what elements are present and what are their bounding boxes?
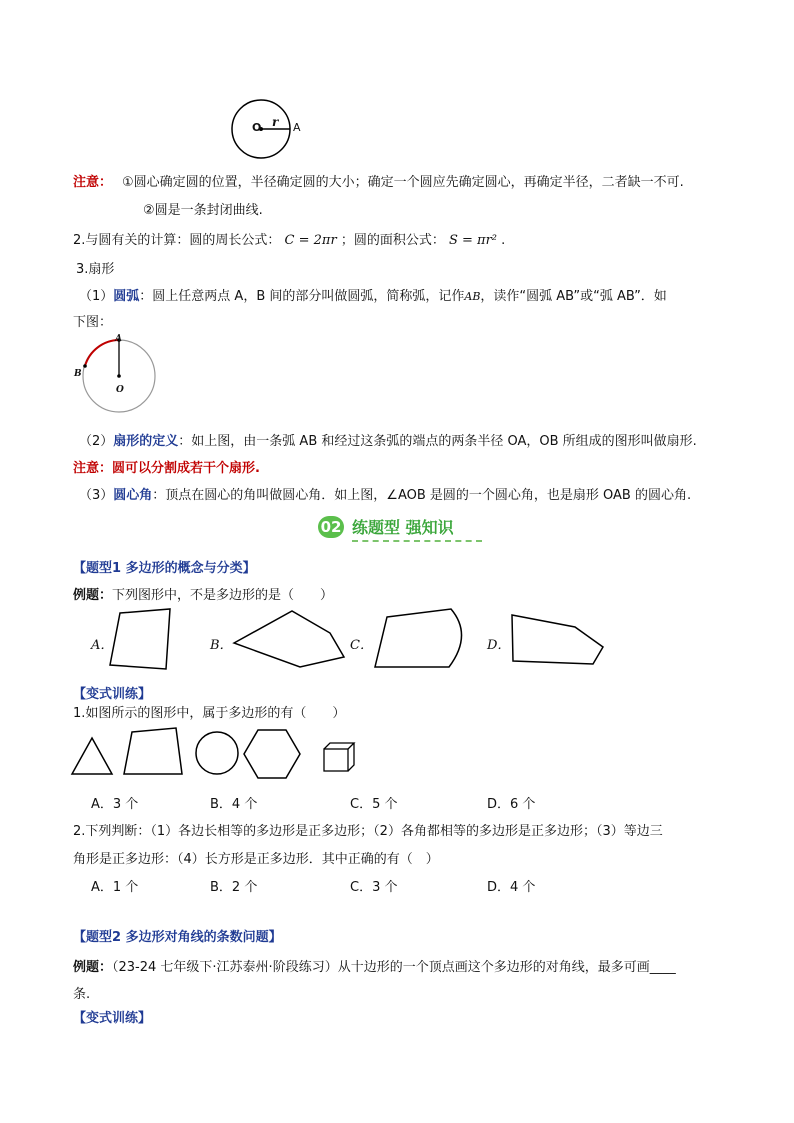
example-2 — [73, 956, 676, 975]
area-formula: S = πr² — [448, 233, 498, 248]
question-2-line-1: 2.下列判断：（1）各边长相等的多边形是正多边形；（2）各角都相等的多边形是正多边形；（3）等边三 — [73, 824, 663, 839]
central-term: 圆心角 — [113, 488, 153, 503]
note-2-label: 注意： — [73, 461, 113, 476]
quadrilateral-shape-icon — [100, 605, 180, 675]
question-2-option-d: D．4 个 — [487, 880, 536, 895]
section-number: 02 — [318, 516, 344, 538]
example-2-line-2: 条. — [73, 987, 91, 1002]
formula-intro: 2.与圆有关的计算：圆的周长公式： — [73, 233, 281, 248]
hexagon-icon — [242, 727, 304, 783]
sector-prefix: （2） — [79, 434, 114, 449]
example-2-label: 例题： — [73, 960, 113, 975]
arc-term: 圆弧 — [113, 289, 140, 304]
triangle-icon — [68, 734, 118, 779]
arc-text: ：圆上任意两点 A，B 间的部分叫做圆弧，简称弧，记作 — [139, 289, 465, 304]
question-2-option-a: A．1 个 — [91, 880, 139, 895]
example-1-option-d: D． — [487, 638, 511, 653]
example-1-text: 下列图形中，不是多边形的是（ ） — [112, 588, 334, 603]
sector-text: ：如上图，由一条弧 AB 和经过这条弧的端点的两条半径 OA，OB 所组成的图形叫做扇形. — [178, 434, 697, 449]
type-1-heading: 【题型1 多边形的概念与分类】 — [73, 561, 256, 576]
formula-mid: ；圆的面积公式： — [340, 233, 445, 248]
central-text: ：顶点在圆心的角叫做圆心角．如上图，∠AOB 是圆的一个圆心角，也是扇形 OAB 的圆心角. — [152, 488, 692, 503]
section-underline — [352, 540, 482, 542]
section-title: 练题型 强知识 — [352, 518, 454, 537]
arc-point-a-label: A — [115, 334, 122, 344]
cube-icon — [320, 739, 360, 779]
curved-shape-icon — [365, 605, 475, 675]
practice-2-heading: 【变式训练】 — [73, 1011, 152, 1026]
note-line-1: ①圆心确定圆的位置，半径确定圆的大小；确定一个圆应先确定圆心，再确定半径，二者缺一不可. — [122, 175, 684, 190]
example-1 — [73, 584, 333, 603]
question-2-option-c: C．3 个 — [350, 880, 398, 895]
radius-label: r — [272, 115, 279, 129]
arc-prefix: （1） — [79, 289, 114, 304]
formula-end: . — [501, 233, 506, 248]
type-2-heading: 【题型2 多边形对角线的条数问题】 — [73, 930, 282, 945]
practice-1-heading: 【变式训练】 — [73, 687, 152, 702]
question-1-option-b: B．4 个 — [210, 797, 258, 812]
arc-symbol: AB — [464, 290, 481, 303]
circle-formulas — [73, 229, 505, 248]
pentagon-shape-icon — [222, 605, 352, 675]
note-line-2: ②圆是一条封闭曲线. — [143, 203, 263, 218]
circle-center-label: O — [252, 121, 262, 134]
circle-point-label: A — [293, 121, 301, 134]
question-1-option-a: A．3 个 — [91, 797, 139, 812]
irregular-pentagon-icon — [505, 605, 615, 675]
circle-figure-arc — [76, 333, 166, 423]
example-2-line-1: （23-24 七年级下·江苏泰州·阶段练习）从十边形的一个顶点画这个多边形的对角线，最多可画____ — [112, 960, 676, 975]
example-1-option-b: B． — [210, 638, 233, 653]
arc-definition — [79, 285, 667, 304]
trapezoid-icon — [120, 726, 186, 778]
question-1-option-d: D．6 个 — [487, 797, 536, 812]
sector-term: 扇形的定义 — [113, 434, 179, 449]
question-2-option-b: B．2 个 — [210, 880, 258, 895]
question-2-line-2: 角形是正多边形：（4）长方形是正多边形．其中正确的有（ ） — [73, 852, 439, 867]
sector-definition — [79, 430, 697, 449]
question-1-text: 1.如图所示的图形中，属于多边形的有（ ） — [73, 706, 346, 721]
example-1-label: 例题： — [73, 588, 113, 603]
arc-center-label: O — [116, 385, 124, 395]
arc-definition-line-2: 下图： — [73, 315, 113, 330]
note-label: 注意： — [73, 175, 113, 190]
central-angle-definition — [79, 484, 691, 503]
arc-point-b-label: B — [74, 369, 82, 379]
central-prefix: （3） — [79, 488, 114, 503]
arc-text-2: ，读作“圆弧 AB”或“弧 AB”．如 — [480, 289, 667, 304]
example-1-option-c: C． — [350, 638, 373, 653]
example-1-option-a: A． — [91, 638, 114, 653]
circle-icon — [193, 729, 243, 779]
circumference-formula: C = 2πr — [284, 233, 337, 248]
sector-heading: 3.扇形 — [76, 262, 115, 277]
question-1-option-c: C．5 个 — [350, 797, 398, 812]
note-2-text: 圆可以分割成若干个扇形. — [112, 461, 260, 476]
note-2 — [73, 457, 260, 476]
